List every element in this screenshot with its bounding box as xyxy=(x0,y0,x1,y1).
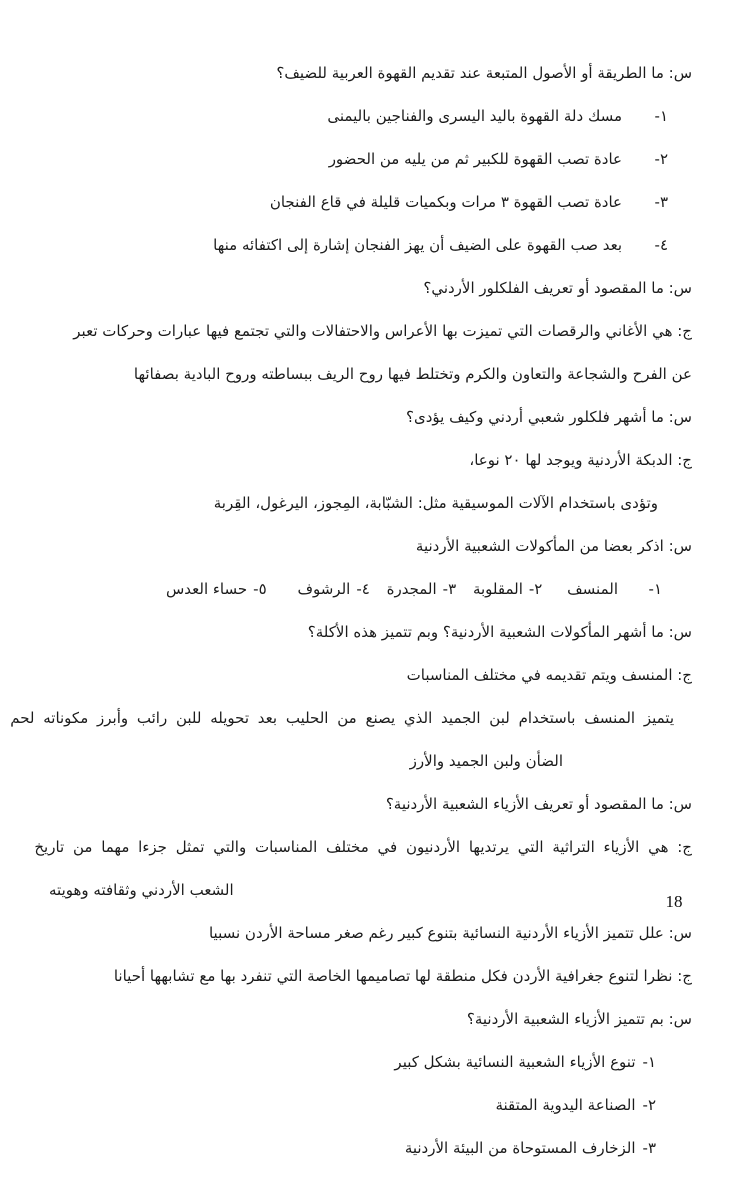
item-text: الرشوف xyxy=(297,580,351,598)
qa-section-coffee xyxy=(49,59,692,259)
qa-section-attire-definition xyxy=(34,790,692,904)
page-number: 18 xyxy=(665,892,683,911)
item-number: ٥- xyxy=(253,580,267,598)
qa-section-dabke xyxy=(49,403,692,517)
item-number: ٢- xyxy=(528,580,543,598)
item-text: بعد صب القهوة على الضيف أن يهز الفنجان إشارة إلى اكتفائه منها xyxy=(213,236,622,254)
item-number: ٤- xyxy=(654,236,668,254)
answer-line: ج: المنسف ويتم تقديمه في مختلف المناسبات xyxy=(406,666,692,684)
item-number: ٣- xyxy=(654,193,668,211)
item-text: عادة تصب القهوة ٣ مرات وبكميات قليلة في قاع الفنجان xyxy=(269,193,622,211)
item-number: ٢- xyxy=(654,150,668,168)
question-line: س: ما المقصود أو تعريف الفلكلور الأردني؟ xyxy=(423,279,692,297)
item-number: ٣- xyxy=(442,580,457,598)
item-number: ٢- xyxy=(642,1096,656,1114)
answer-line: الشعب الأردني وثقافته وهويته xyxy=(49,881,234,899)
question-line: س: ما المقصود أو تعريف الأزياء الشعبية الأردنية؟ xyxy=(385,795,692,813)
item-number: ١- xyxy=(642,1053,656,1071)
list-item xyxy=(49,231,692,259)
answer-line: ج: نظرا لتنوع جغرافية الأردن فكل منطقة لها تصاميمها الخاصة التي تنفرد بها مع تشابهها أحيانا xyxy=(113,967,692,985)
question-line: س: ما الطريقة أو الأصول المتبعة عند تقديم القهوة العربية للضيف؟ xyxy=(276,64,692,82)
list-item xyxy=(49,102,692,130)
answer-line: ج: الدبكة الأردنية ويوجد لها ٢٠ نوعا، xyxy=(469,451,692,469)
question-line: س: اذكر بعضا من المأكولات الشعبية الأردنية xyxy=(415,537,692,555)
answer-line: ج: هي الأغاني والرقصات التي تميزت بها الأعراس والاحتفالات والتي تجتمع فيها عبارات وحركات تعبر xyxy=(73,322,692,340)
item-number: ٤- xyxy=(356,580,370,598)
question-line: س: ما أشهر فلكلور شعبي أردني وكيف يؤدى؟ xyxy=(406,408,692,426)
item-text: مسك دلة القهوة باليد اليسرى والفناجين باليمنى xyxy=(327,107,622,125)
item-text: الصناعة اليدوية المتقنة xyxy=(495,1096,636,1114)
food-item xyxy=(473,580,542,598)
question-line: س: بم تتميز الأزياء الشعبية الأردنية؟ xyxy=(466,1010,692,1028)
answer-line: يتميز المنسف باستخدام لبن الجميد الذي يصنع من الحليب بعد تحويله للبن رائب وأبرز مكوناته لحم xyxy=(10,709,674,727)
qa-section-attire-variety xyxy=(49,919,692,990)
food-item xyxy=(567,580,662,598)
answer-line: ج: هي الأزياء التراثية التي يرتديها الأردنيون في مختلف المناسبات والتي تمثل جزءا مهما من تاريخ xyxy=(34,838,692,856)
item-text: المجدرة xyxy=(386,580,437,598)
list-item xyxy=(49,1134,692,1162)
list-item xyxy=(49,1091,692,1119)
answer-line: وتؤدى باستخدام الآلات الموسيقية مثل: الشبّابة، المِجوز، اليرغول، القِربة xyxy=(213,494,658,512)
list-item xyxy=(49,1048,692,1076)
answer-line: عن الفرح والشجاعة والتعاون والكرم وتختلط فيها روح الريف ببساطته وروح البادية بصفائها xyxy=(133,365,692,383)
question-line: س: ما أشهر المأكولات الشعبية الأردنية؟ وبم تتميز هذه الأكلة؟ xyxy=(307,623,692,641)
qa-section-attire-features xyxy=(49,1005,692,1162)
qa-section-foods xyxy=(49,532,692,603)
qa-section-folklore-definition xyxy=(49,274,692,388)
food-item xyxy=(297,580,369,598)
item-text: الزخارف المستوحاة من البيئة الأردنية xyxy=(404,1139,636,1157)
document-text xyxy=(10,44,692,1177)
item-text: المقلوبة xyxy=(472,580,523,598)
item-text: المنسف xyxy=(567,580,618,598)
item-number: ١- xyxy=(648,580,662,598)
question-line: س: علل تتميز الأزياء الأردنية النسائية بتنوع كبير رغم صغر مساحة الأردن نسبيا xyxy=(208,924,692,942)
item-number: ٣- xyxy=(642,1139,656,1157)
item-text: تنوع الأزياء الشعبية النسائية بشكل كبير xyxy=(394,1053,636,1071)
foods-line xyxy=(49,575,692,603)
qa-section-mansaf xyxy=(10,618,692,775)
item-text: عادة تصب القهوة للكبير ثم من يليه من الحضور xyxy=(328,150,622,168)
list-item xyxy=(49,188,692,216)
food-item xyxy=(387,580,457,598)
list-item xyxy=(49,145,692,173)
answer-line: الضأن ولبن الجميد والأرز xyxy=(409,752,563,770)
item-text: حساء العدس xyxy=(165,580,248,598)
item-number: ١- xyxy=(654,107,668,125)
food-item xyxy=(166,580,267,598)
